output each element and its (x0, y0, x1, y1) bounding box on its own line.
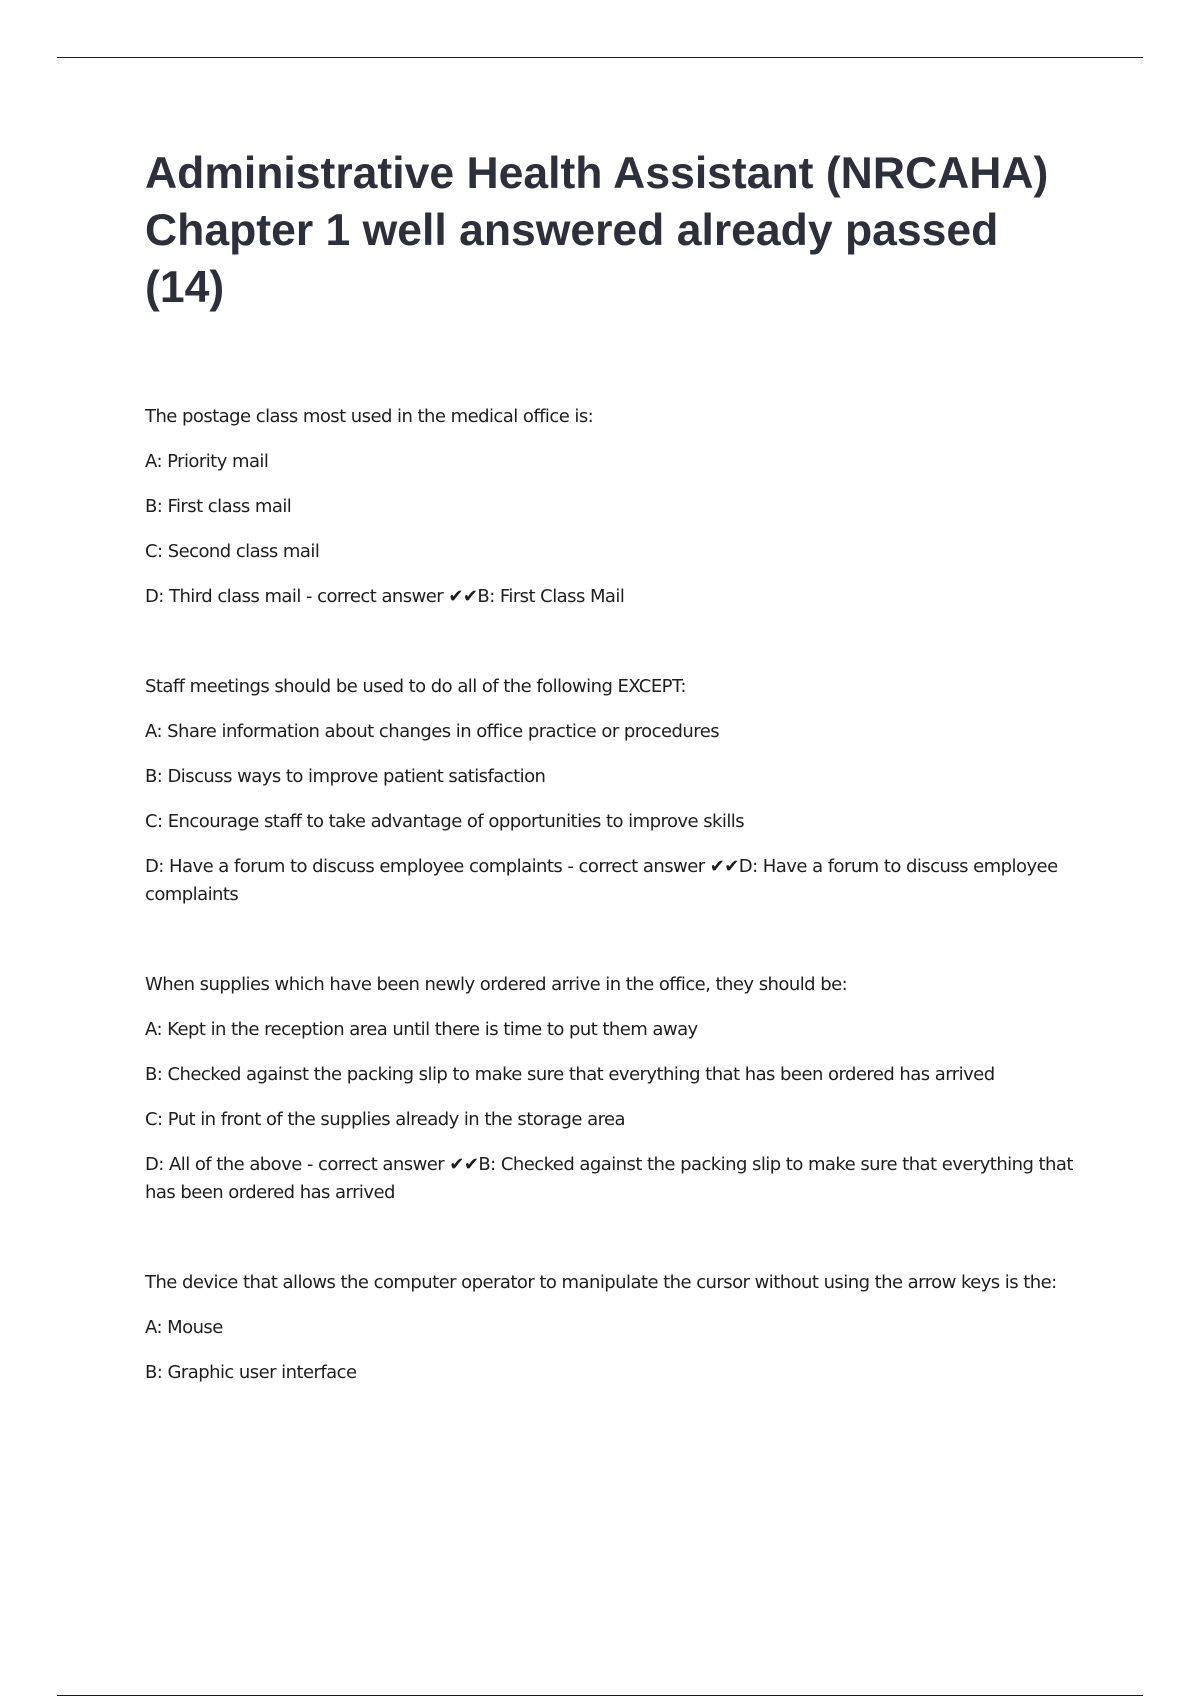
answer-option: B: Discuss ways to improve patient satisfaction (145, 766, 546, 787)
bottom-divider (57, 1695, 1143, 1696)
question-block (145, 403, 1085, 611)
answer-option: A: Mouse (145, 1317, 223, 1338)
answer-option: A: Share information about changes in office practice or procedures (145, 721, 720, 742)
question-block (145, 673, 1085, 909)
answer-option: C: Second class mail (145, 541, 320, 562)
question-list (145, 403, 1085, 1449)
answer-option: A: Kept in the reception area until there is time to put them away (145, 1019, 698, 1040)
answer-option: C: Put in front of the supplies already in the storage area (145, 1109, 626, 1130)
question-text: The device that allows the computer operator to manipulate the cursor without using the arrow keys is the: (145, 1272, 1057, 1293)
question-block (145, 1269, 1085, 1387)
answer-option-with-correct-answer: D: Third class mail - correct answer ✔✔B: First Class Mail (145, 586, 625, 607)
answer-option: B: First class mail (145, 496, 292, 517)
question-text: The postage class most used in the medical office is: (145, 406, 594, 427)
answer-option-with-correct-answer: D: Have a forum to discuss employee complaints - correct answer ✔✔D: Have a forum to discuss employee complaints (145, 856, 1058, 905)
answer-option: C: Encourage staff to take advantage of opportunities to improve skills (145, 811, 745, 832)
question-text: Staff meetings should be used to do all of the following EXCEPT: (145, 676, 686, 697)
top-divider (57, 57, 1143, 58)
question-text: When supplies which have been newly ordered arrive in the office, they should be: (145, 974, 848, 995)
answer-option: B: Checked against the packing slip to make sure that everything that has been ordered has arrived (145, 1064, 995, 1085)
answer-option-with-correct-answer: D: All of the above - correct answer ✔✔B: Checked against the packing slip to make sure that everything that has been ordered has arrived (145, 1154, 1073, 1203)
answer-option: B: Graphic user interface (145, 1362, 357, 1383)
question-block (145, 971, 1085, 1207)
document-title: Administrative Health Assistant (NRCAHA) Chapter 1 well answered already passed (14) (145, 149, 1049, 312)
answer-option: A: Priority mail (145, 451, 269, 472)
